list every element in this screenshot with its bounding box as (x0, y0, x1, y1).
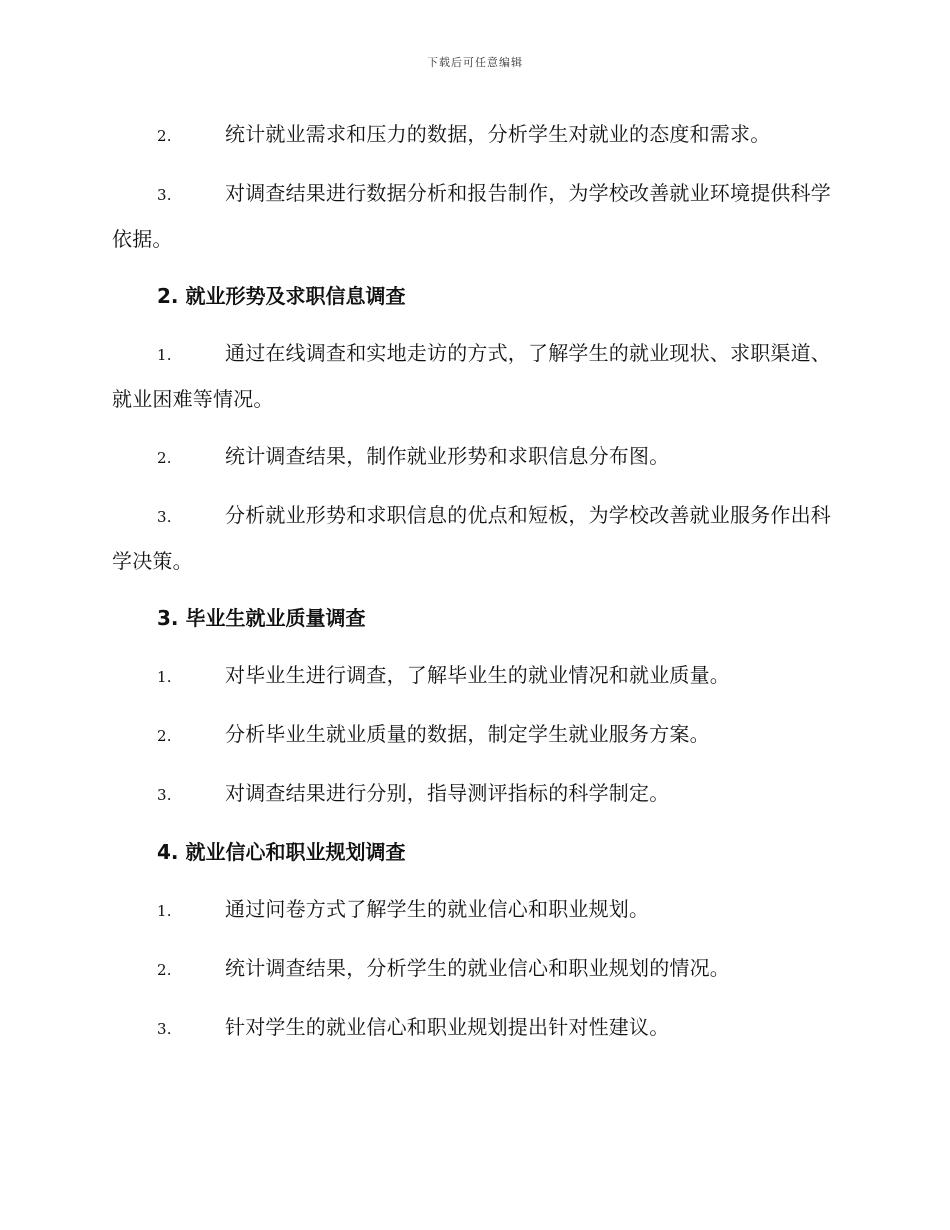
list-item-text: 统计就业需求和压力的数据，分析学生对就业的态度和需求。 (225, 122, 771, 146)
list-number: 3. (157, 186, 172, 204)
list-item (112, 887, 836, 933)
list-number: 2. (157, 961, 172, 979)
list-number: 3. (157, 786, 172, 804)
list-number: 2. (157, 727, 172, 745)
list-item-text: 对毕业生进行调查，了解毕业生的就业情况和就业质量。 (225, 663, 730, 687)
list-item-text: 针对学生的就业信心和职业规划提出针对性建议。 (225, 1015, 670, 1039)
list-item (112, 434, 836, 480)
list-item-text: 通过问卷方式了解学生的就业信心和职业规划。 (225, 897, 650, 921)
section-heading: 2. 就业形势及求职信息调查 (157, 284, 406, 308)
list-item-text: 对调查结果进行分别，指导测评指标的科学制定。 (225, 781, 670, 805)
list-item (112, 112, 836, 158)
list-item (112, 493, 836, 583)
list-item (112, 653, 836, 699)
list-item-text: 分析毕业生就业质量的数据，制定学生就业服务方案。 (225, 722, 710, 746)
list-number: 1. (157, 668, 172, 686)
list-number: 1. (157, 346, 172, 364)
list-item-text: 通过在线调查和实地走访的方式，了解学生的就业现状、求职渠道、就业困难等情况。 (112, 341, 831, 411)
list-item-text: 对调查结果进行数据分析和报告制作，为学校改善就业环境提供科学依据。 (112, 181, 831, 251)
list-item (112, 771, 836, 817)
list-number: 3. (157, 508, 172, 526)
list-number: 1. (157, 902, 172, 920)
page-header: 下载后可任意编辑 (427, 56, 523, 69)
document-body (112, 112, 836, 1064)
list-item (112, 171, 836, 261)
section-heading: 3. 毕业生就业质量调查 (157, 606, 366, 630)
list-item (112, 946, 836, 992)
list-item (112, 712, 836, 758)
list-item (112, 1005, 836, 1051)
list-number: 2. (157, 127, 172, 145)
list-item-text: 统计调查结果，分析学生的就业信心和职业规划的情况。 (225, 956, 730, 980)
list-item (112, 331, 836, 421)
list-item-text: 分析就业形势和求职信息的优点和短板，为学校改善就业服务作出科学决策。 (112, 503, 831, 573)
list-number: 3. (157, 1020, 172, 1038)
list-number: 2. (157, 449, 172, 467)
section-heading: 4. 就业信心和职业规划调查 (157, 840, 406, 864)
list-item-text: 统计调查结果，制作就业形势和求职信息分布图。 (225, 444, 670, 468)
